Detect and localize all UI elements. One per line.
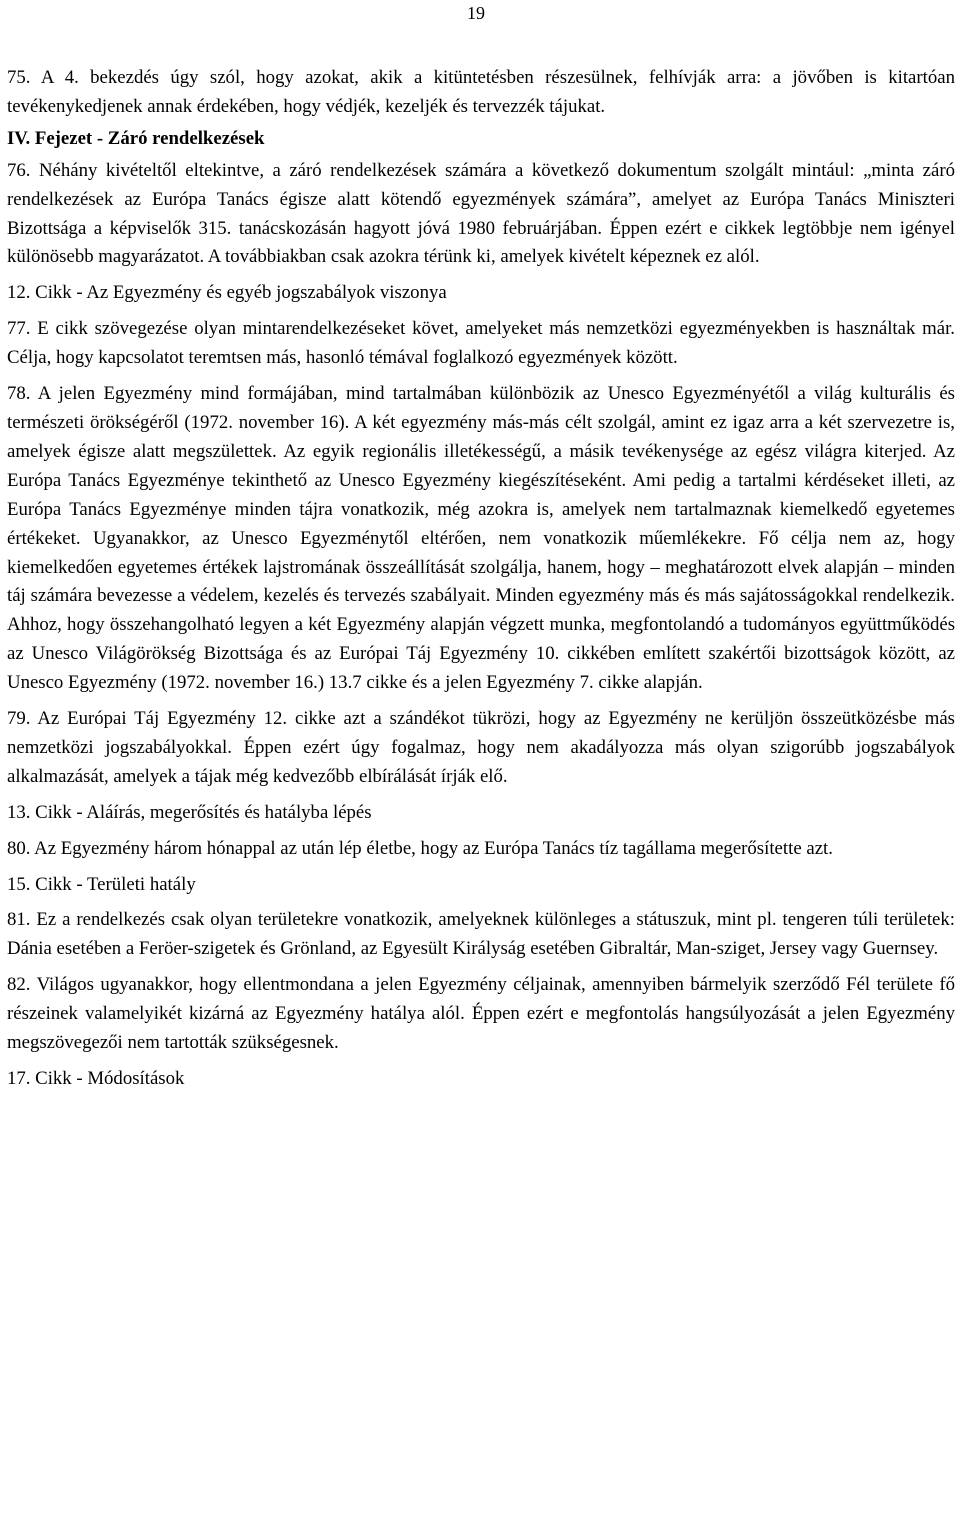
article-heading-13: 13. Cikk - Aláírás, megerősítés és hatályba lépés [7, 801, 372, 823]
paragraph-79: 79. Az Európai Táj Egyezmény 12. cikke azt a szándékot tükrözi, hogy az Egyezmény ne kerüljön összeütközésbe más nemzetközi jogszabályokkal. Éppen ezért úgy fogalmaz, hogy nem akadályozza más olyan szigorúbb jogszabályok alkalmazását, amelyek a tájak még kedvezőbb elbírálását írják elő. [7, 708, 955, 787]
paragraph-78: 78. A jelen Egyezmény mind formájában, mind tartalmában különbözik az Unesco Egyezményétől a világ kulturális és természeti örökségéről (1972. november 16). A két egyezmény más-más célt szolgál, amint ez igaz arra a két szervezetre is, amelyek égisze alatt megszülettek. Az egyik regionális illetékességű, a másik tevékenysége az egész világra kiterjed. Az Európa Tanács Egyezménye tekinthető az Unesco Egyezmény kiegészítéseként. Ami pedig a tartalmi kérdéseket illeti, az Európa Tanács Egyezménye minden tájra vonatkozik, még azokra is, amelyek nem tartalmaznak kiemelkedő egyetemes értékeket. Ugyanakkor, az Unesco Egyezménytől eltérően, nem vonatkozik műemlékekre. Fő célja nem az, hogy kiemelkedően egyetemes értékek lajstromának összeállítását szolgálja, hanem, hogy – meghatározott elvek alapján – minden táj számára bevezesse a védelem, kezelés és tervezés szabályait. Minden egyezmény más és más sajátosságokkal rendelkezik. Ahhoz, hogy összehangolható legyen a két Egyezmény alapján végzett munka, megfontolandó a tudományos együttműködés az Unesco Világörökség Bizottsága és az Európai Táj Egyezmény 10. cikkében említett szakértői bizottságok között, az Unesco Egyezmény (1972. november 16.) 13.7 cikke és a jelen Egyezmény 7. cikke alapján. [7, 383, 955, 694]
page-number: 19 [467, 3, 485, 23]
paragraph-80: 80. Az Egyezmény három hónappal az után lép életbe, hogy az Európa Tanács tíz tagállama megerősítette azt. [7, 837, 833, 859]
chapter-heading: IV. Fejezet - Záró rendelkezések [7, 127, 265, 149]
article-heading-17: 17. Cikk - Módosítások [7, 1068, 185, 1089]
paragraph-81: 81. Ez a rendelkezés csak olyan területekre vonatkozik, amelyeknek különleges a státuszuk, mint pl. tengeren túli területek: Dánia esetében a Feröer-szigetek és Grönland, az Egyesült Királyság esetében Gibraltár, Man-sziget, Jersey vagy Guernsey. [7, 909, 955, 960]
article-heading-15: 15. Cikk - Területi hatály [7, 873, 196, 895]
document-body [7, 64, 955, 1094]
paragraph-77: 77. E cikk szövegezése olyan mintarendelkezéseket követ, amelyeket más nemzetközi egyezményekben is használtak már. Célja, hogy kapcsolatot teremtsen más, hasonló témával foglalkozó egyezmények között. [7, 318, 955, 369]
paragraph-76: 76. Néhány kivételtől eltekintve, a záró rendelkezések számára a következő dokumentum szolgált mintául: „minta záró rendelkezések az Európa Tanács égisze alatt kötendő egyezmények számára”, amelyet az Európa Tanács Miniszteri Bizottsága a képviselők 315. tanácskozásán hagyott jóvá 1980 februárjában. Éppen ezért e cikkek legtöbbje nem igényel különösebb magyarázatot. A továbbiakban csak azokra térünk ki, amelyek kivételt képeznek ez alól. [7, 159, 955, 268]
paragraph-82: 82. Világos ugyanakkor, hogy ellentmondana a jelen Egyezmény céljainak, amennyiben bármelyik szerződő Fél területe fő részeinek valamelyikét kizárná az Egyezmény hatálya alól. Éppen ezért e megfontolás hangsúlyozását a jelen Egyezmény megszövegezői nem tartották szükségesnek. [7, 974, 955, 1054]
paragraph-75: 75. A 4. bekezdés úgy szól, hogy azokat, akik a kitüntetésben részesülnek, felhívják arra: a jövőben is kitartóan tevékenykedjenek annak érdekében, hogy védjék, kezeljék és tervezzék tájukat. [7, 67, 955, 117]
article-heading-12: 12. Cikk - Az Egyezmény és egyéb jogszabályok viszonya [7, 282, 447, 304]
document-page [7, 0, 955, 1513]
